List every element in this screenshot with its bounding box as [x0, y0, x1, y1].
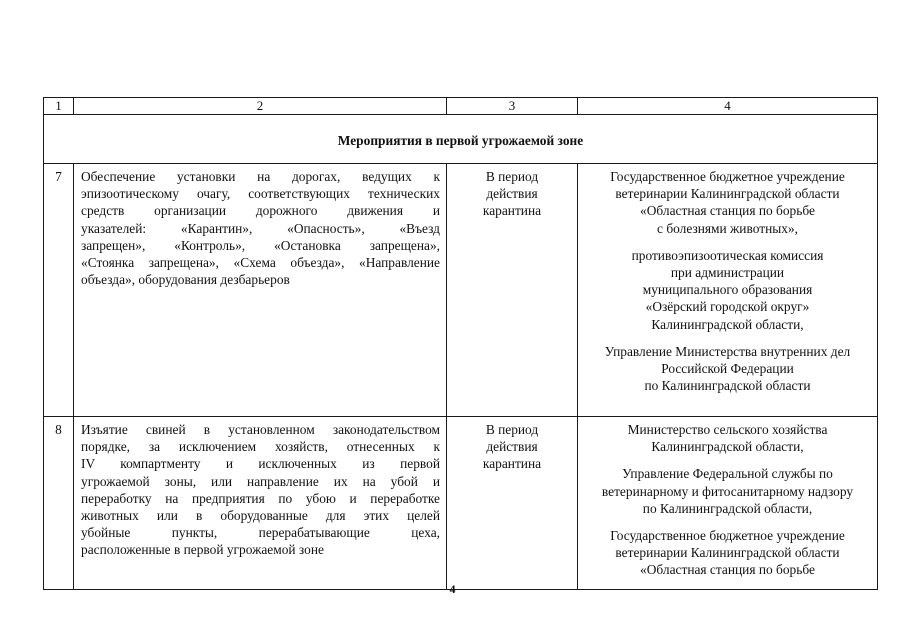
description-line: порядке, за исключением хозяйств, отнесенных к	[81, 439, 440, 455]
description-line: угрожаемой зоны, или направление их на убой и	[81, 473, 440, 489]
executor-line: ветеринарии Калининградской области	[615, 545, 840, 561]
header-col-4: 4	[578, 98, 878, 115]
executor-line: Министерство сельского хозяйства	[627, 422, 828, 437]
period-line: действия	[486, 439, 538, 455]
executor-line: при администрации	[670, 265, 785, 281]
executor-line: с болезнями животных»,	[657, 220, 798, 236]
description-line: запрещен», «Контроль», «Остановка запрещена»,	[81, 237, 440, 253]
description-line: «Стоянка запрещена», «Схема объезда», «Направление	[81, 255, 440, 271]
executor-entry	[578, 465, 877, 517]
period-line: карантина	[482, 203, 542, 219]
executor-entry	[578, 421, 877, 455]
description-line: Обеспечение установки на дорогах, ведущих к	[81, 169, 440, 184]
row-number: 8	[44, 417, 74, 590]
executor-entry	[578, 247, 877, 333]
executor-entry	[578, 168, 877, 237]
executor-line: Калининградской области,	[651, 316, 804, 332]
period-cell	[447, 164, 578, 417]
section-title: Мероприятия в первой угрожаемой зоне	[44, 115, 878, 164]
table-header-row	[44, 98, 878, 115]
executor-line: противоэпизоотическая комиссия	[631, 247, 824, 263]
description-line: средств организации дорожного движения и	[81, 203, 440, 219]
executor-line: Управление Федеральной службы по	[622, 466, 833, 482]
measure-description	[74, 164, 447, 417]
header-col-3: 3	[447, 98, 578, 115]
executor-line: ветеринарному и фитосанитарному надзору	[601, 483, 854, 499]
executor-line: Управление Министерства внутренних дел	[604, 343, 851, 359]
executor-line: Государственное бюджетное учреждение	[610, 169, 845, 184]
description-line: указателей: «Карантин», «Опасность», «Въезд	[81, 220, 440, 236]
period-line: В период	[485, 169, 539, 184]
executor-line: Государственное бюджетное учреждение	[610, 528, 845, 544]
page-number: 4	[449, 582, 456, 596]
executor-entry	[578, 527, 877, 579]
row-number: 7	[44, 164, 74, 417]
header-col-2: 2	[74, 98, 447, 115]
description-line: переработку на предприятия по убою и переработке	[81, 490, 440, 506]
period-cell	[447, 417, 578, 590]
section-row	[44, 115, 878, 164]
executor-line: по Калининградской области	[644, 378, 811, 394]
executor-line: Российской Федерации	[661, 361, 794, 377]
header-col-1: 1	[44, 98, 74, 115]
executor-line: «Областная станция по борьбе	[640, 562, 815, 578]
description-line: объезда», оборудования дезбарьеров	[81, 272, 290, 288]
period-line: В период	[485, 422, 539, 437]
executor-entry	[578, 343, 877, 395]
executor-line: по Калининградской области,	[642, 500, 813, 516]
measures-table	[43, 97, 878, 590]
measure-description	[74, 417, 447, 590]
executor-line: «Озёрский городской округ»	[645, 299, 810, 315]
executor-line: ветеринарии Калининградской области	[615, 186, 840, 202]
description-line: расположенные в первой угрожаемой зоне	[81, 542, 324, 558]
period-line: карантина	[482, 456, 542, 472]
table-row	[44, 164, 878, 417]
executor-line: муниципального образования	[642, 282, 813, 298]
description-line: убойные пункты, перерабатывающие цеха,	[81, 525, 440, 541]
description-line: эпизоотическому очагу, соответствующих технических	[81, 186, 440, 202]
description-line: IV компартменту и исключенных из первой	[81, 456, 440, 472]
executors-cell	[578, 417, 878, 590]
description-line: Изъятие свиней в установленном законодательством	[81, 422, 440, 437]
executors-cell	[578, 164, 878, 417]
period-line: действия	[486, 186, 538, 202]
executor-line: Калининградской области,	[651, 439, 804, 455]
executor-line: «Областная станция по борьбе	[640, 203, 815, 219]
table-row	[44, 417, 878, 590]
description-line: животных или в оборудованные для этих целей	[81, 508, 440, 524]
